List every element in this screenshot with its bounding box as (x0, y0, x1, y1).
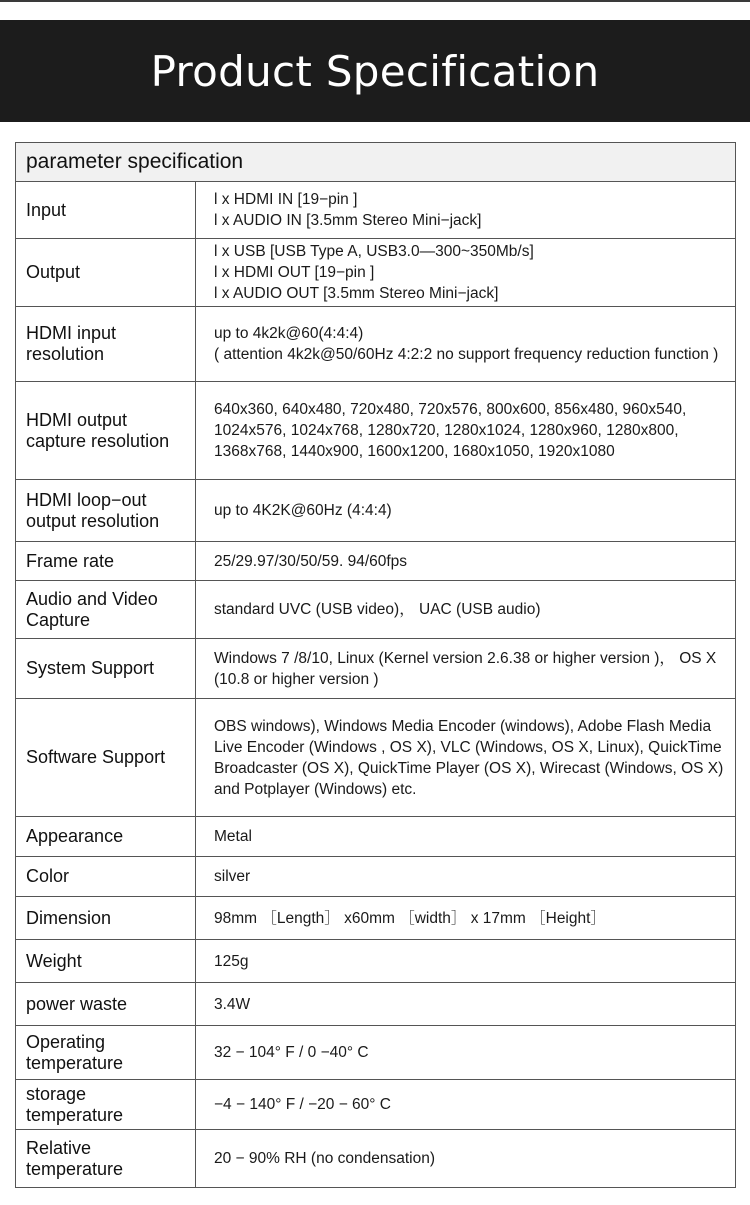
spec-label: HDMI output capture resolution (16, 382, 196, 480)
spec-value-line: 640x360, 640x480, 720x480, 720x576, 800x600, 856x480, 960x540, 1024x576, 1024x768, 1280x720, 1280x1024, 1280x960, 1280x800, 1368x768, 1440x900, 1600x1200, 1680x1050, 1920x1080 (214, 401, 691, 460)
spec-row (16, 542, 736, 581)
spec-value-line: 98mm ［Length］ x60mm ［width］ x 17mm ［Height］ (214, 909, 606, 927)
spec-label: Appearance (16, 817, 196, 857)
spec-value (196, 639, 736, 699)
spec-value-line: ( attention 4k2k@50/60Hz 4:2:2 no support frequency reduction function ) (214, 346, 719, 363)
table-caption-row (16, 143, 736, 182)
spec-value-line: l x HDMI IN [19−pin ] (214, 191, 358, 208)
spec-value-line: −4 − 140° F / −20 − 60° C (214, 1096, 391, 1113)
spec-label: power waste (16, 983, 196, 1026)
spec-value (196, 1130, 736, 1188)
spec-label: Input (16, 182, 196, 239)
spec-label: Operating temperature (16, 1026, 196, 1080)
spec-value-line: l x AUDIO OUT [3.5mm Stereo Mini−jack] (214, 285, 499, 302)
spec-label: HDMI input resolution (16, 307, 196, 382)
spec-label: Audio and Video Capture (16, 581, 196, 639)
spec-row (16, 817, 736, 857)
spec-value-line: 32 − 104° F / 0 −40° C (214, 1044, 369, 1061)
spec-value (196, 817, 736, 857)
spec-label: Output (16, 239, 196, 307)
spec-value (196, 857, 736, 897)
spec-row (16, 1080, 736, 1130)
spec-row (16, 1026, 736, 1080)
spec-label: Color (16, 857, 196, 897)
spec-row (16, 480, 736, 542)
spec-value-line: 20 − 90% RH (no condensation) (214, 1150, 436, 1167)
spec-label: storage temperature (16, 1080, 196, 1130)
spec-row (16, 639, 736, 699)
spec-value (196, 182, 736, 239)
spec-row (16, 581, 736, 639)
spec-value-line: OBS windows), Windows Media Encoder (windows), Adobe Flash Media Live Encoder (Windows , OS X), VLC (Windows, OS X, Linux), QuickTime Broadcaster (OS X), QuickTime Player (OS X), Wirecast (Windows, OS X) and Potplayer (Windows) etc. (214, 717, 728, 798)
spec-value (196, 581, 736, 639)
spec-row (16, 699, 736, 817)
spec-value (196, 983, 736, 1026)
spec-value-line: 125g (214, 952, 249, 970)
spec-value-line: l x HDMI OUT [19−pin ] (214, 264, 375, 281)
header-banner (0, 20, 750, 122)
spec-label: HDMI loop−out output resolution (16, 480, 196, 542)
top-divider (0, 0, 750, 2)
spec-table (15, 142, 736, 1188)
spec-value-line: l x USB [USB Type A, USB3.0—300~350Mb/s] (214, 243, 534, 260)
spec-row (16, 897, 736, 940)
spec-value (196, 940, 736, 983)
spec-label: Dimension (16, 897, 196, 940)
spec-value (196, 897, 736, 940)
spec-label: Relative temperature (16, 1130, 196, 1188)
spec-value (196, 1080, 736, 1130)
spec-row (16, 307, 736, 382)
spec-label: System Support (16, 639, 196, 699)
spec-row (16, 940, 736, 983)
spec-label: Weight (16, 940, 196, 983)
spec-value-line: silver (214, 868, 251, 885)
spec-value (196, 307, 736, 382)
spec-row (16, 182, 736, 239)
spec-value (196, 382, 736, 480)
spec-row (16, 983, 736, 1026)
spec-value-line: up to 4k2k@60(4:4:4) (214, 325, 364, 342)
spec-value-line: Windows 7 /8/10, Linux (Kernel version 2.6.38 or higher version )， OS X (10.8 or higher version ) (214, 649, 721, 688)
spec-row (16, 382, 736, 480)
spec-value-line: up to 4K2K@60Hz (4:4:4) (214, 502, 392, 519)
spec-row (16, 1130, 736, 1188)
spec-value (196, 239, 736, 307)
spec-value (196, 480, 736, 542)
spec-value-line: 25/29.97/30/50/59. 94/60fps (214, 552, 408, 570)
spec-value (196, 1026, 736, 1080)
page-title: Product Specification (150, 46, 600, 96)
spec-value-line: 3.4W (214, 995, 251, 1013)
spec-label: Software Support (16, 699, 196, 817)
table-caption: parameter specification (16, 143, 736, 182)
spec-value-line: standard UVC (USB video)， UAC (USB audio) (214, 601, 541, 618)
spec-value-line: Metal (214, 828, 252, 845)
spec-row (16, 857, 736, 897)
spec-value-line: l x AUDIO IN [3.5mm Stereo Mini−jack] (214, 212, 482, 229)
spec-value (196, 699, 736, 817)
spec-label: Frame rate (16, 542, 196, 581)
spec-row (16, 239, 736, 307)
spec-value (196, 542, 736, 581)
